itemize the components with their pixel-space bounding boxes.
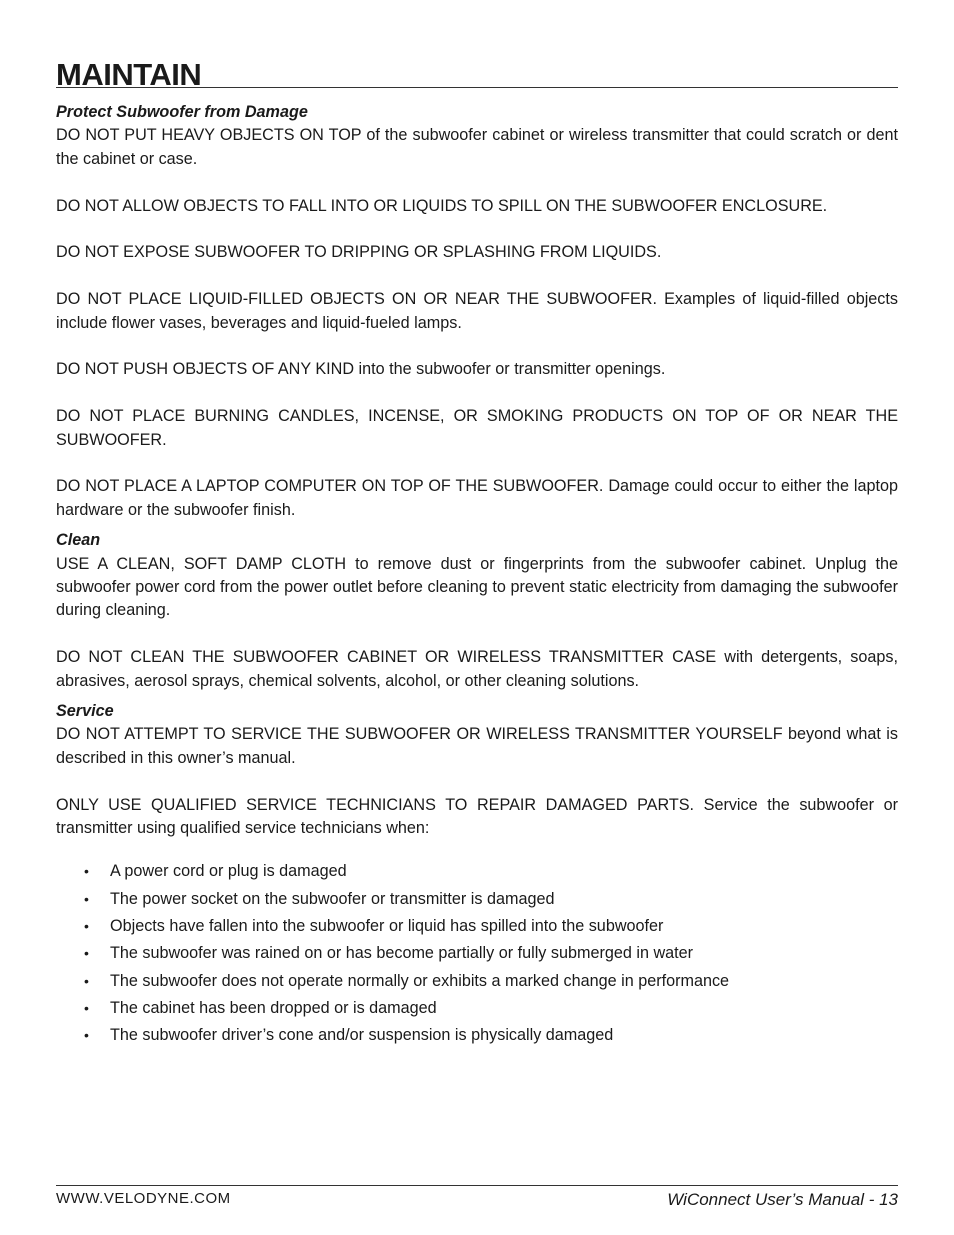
paragraph: USE A CLEAN, SOFT DAMP CLOTH to remove dust or fingerprints from the subwoofer cabinet. Unplug the subwoofer power cord from the power outlet before cleaning to prevent static electricity from damaging the subwoofer during cleaning.: [56, 554, 898, 620]
list-item: [56, 858, 898, 885]
bullet-icon: •: [84, 890, 89, 907]
section-heading-service: Service: [56, 702, 114, 721]
section-heading-clean: Clean: [56, 531, 101, 550]
page-title: MAINTAIN: [56, 57, 202, 92]
bullet-icon: •: [84, 918, 89, 935]
paragraph: DO NOT ALLOW OBJECTS TO FALL INTO OR LIQUIDS TO SPILL ON THE SUBWOOFER ENCLOSURE.: [56, 196, 828, 215]
bullet-icon: •: [84, 945, 89, 962]
paragraph: DO NOT EXPOSE SUBWOOFER TO DRIPPING OR SPLASHING FROM LIQUIDS.: [56, 243, 662, 262]
list-item-text: Objects have fallen into the subwoofer or liquid has spilled into the subwoofer: [110, 917, 664, 936]
footer-website: WWW.VELODYNE.COM: [56, 1190, 231, 1207]
footer-page-label: WiConnect User’s Manual - 13: [667, 1190, 898, 1209]
paragraph: DO NOT PUT HEAVY OBJECTS ON TOP of the subwoofer cabinet or wireless transmitter that could scratch or dent the cabinet or case.: [56, 126, 898, 168]
list-item: [56, 886, 898, 913]
list-item: [56, 995, 898, 1022]
list-item-text: The subwoofer driver’s cone and/or suspension is physically damaged: [110, 1026, 614, 1045]
list-item-text: The cabinet has been dropped or is damaged: [110, 998, 437, 1017]
service-conditions-list: [56, 858, 898, 1049]
list-item: [56, 1022, 898, 1049]
list-item: [56, 940, 898, 967]
paragraph: DO NOT ATTEMPT TO SERVICE THE SUBWOOFER OR WIRELESS TRANSMITTER YOURSELF beyond what is described in this owner’s manual.: [56, 725, 898, 767]
list-item-text: A power cord or plug is damaged: [110, 862, 347, 881]
bullet-icon: •: [84, 1027, 89, 1044]
paragraph: DO NOT CLEAN THE SUBWOOFER CABINET OR WIRELESS TRANSMITTER CASE with detergents, soaps, abrasives, aerosol sprays, chemical solvents, alcohol, or other cleaning solutions.: [56, 648, 898, 690]
list-item-text: The power socket on the subwoofer or transmitter is damaged: [110, 889, 555, 908]
list-item: [56, 913, 898, 940]
paragraph: DO NOT PUSH OBJECTS OF ANY KIND into the subwoofer or transmitter openings.: [56, 360, 666, 379]
page-content: [56, 101, 898, 1050]
footer-divider: [56, 1185, 898, 1186]
paragraph: DO NOT PLACE LIQUID-FILLED OBJECTS ON OR NEAR THE SUBWOOFER. Examples of liquid-filled objects include flower vases, beverages and liquid-fueled lamps.: [56, 290, 898, 332]
list-item-text: The subwoofer does not operate normally or exhibits a marked change in performance: [110, 971, 730, 990]
paragraph: DO NOT PLACE A LAPTOP COMPUTER ON TOP OF THE SUBWOOFER. Damage could occur to either the laptop hardware or the subwoofer finish.: [56, 477, 898, 519]
bullet-icon: •: [84, 972, 89, 989]
paragraph: DO NOT PLACE BURNING CANDLES, INCENSE, OR SMOKING PRODUCTS ON TOP OF OR NEAR THE SUBWOOFER.: [56, 407, 898, 449]
title-divider: [56, 87, 898, 88]
list-item-text: The subwoofer was rained on or has become partially or fully submerged in water: [110, 944, 694, 963]
paragraph: ONLY USE QUALIFIED SERVICE TECHNICIANS TO REPAIR DAMAGED PARTS. Service the subwoofer or transmitter using qualified service technicians when:: [56, 795, 898, 838]
section-heading-protect: Protect Subwoofer from Damage: [56, 103, 308, 121]
bullet-icon: •: [84, 863, 89, 880]
bullet-icon: •: [84, 999, 89, 1016]
list-item: [56, 968, 898, 995]
